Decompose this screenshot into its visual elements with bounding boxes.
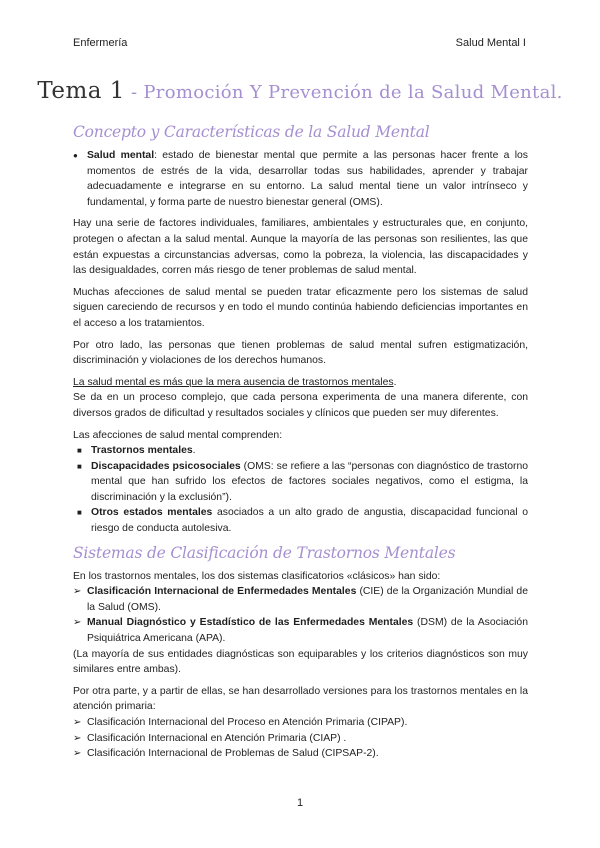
definition-text: : estado de bienestar mental que permite a las personas hacer frente a los momentos de estrés de la vida, desarrollar todas sus habilidades, aprender y trabajar adecuadamente e integrarse en su entorno. La salud mental tiene un valor intrínseco y fundamental, y forma parte de nuestro bienestar general (OMS). bbox=[87, 150, 529, 208]
page-number: 1 bbox=[296, 797, 304, 809]
paragraph: Muchas afecciones de salud mental se pueden tratar eficazmente pero los sistemas de salud siguen careciendo de recursos y en todo el mundo continúa habiendo deficiencias importantes en el acceso a los tratamientos. bbox=[73, 286, 528, 329]
list-item: ➢ Clasificación Internacional en Atención Primaria (CIAP) . bbox=[73, 731, 528, 747]
systems-list bbox=[73, 584, 528, 646]
list-item: ➢ Clasificación Internacional de Problemas de Salud (CIPSAP-2). bbox=[73, 746, 528, 762]
paragraph: Hay una serie de factores individuales, familiares, ambientales y estructurales que, en conjunto, protegen o afectan a la salud mental. Aunque la mayoría de las personas son resilientes, las que están expuestas a circunstancias adversas, como la pobreza, la violencia, las discapacidades y las desigualdades, corren más riesgo de tener problemas de salud mental. bbox=[73, 218, 528, 277]
list-item: ■ Trastornos mentales. bbox=[73, 443, 528, 459]
section-heading-sistemas: Sistemas de Clasificación de Trastornos Mentales bbox=[73, 543, 456, 562]
list-item: ■ Discapacidades psicosociales (OMS: se refiere a las “personas con diagnóstico de trastorno mental que han sufrido los efectos de factores sociales negativos, como el estigma, la discriminación y la exclusión”). bbox=[73, 459, 528, 506]
section-heading-concepto: Concepto y Características de la Salud Mental bbox=[73, 123, 430, 141]
paragraph: Por otro lado, las personas que tienen problemas de salud mental sufren estigmatización, discriminación y violaciones de los derechos humanos. bbox=[73, 339, 528, 367]
versions-list bbox=[73, 715, 528, 762]
paragraph: Se da en un proceso complejo, que cada persona experimenta de una manera diferente, con diversos grados de dificultad y resultados sociales y clínicos que pueden ser muy diferentes. bbox=[73, 392, 528, 419]
paragraph: Por otra parte, y a partir de ellas, se han desarrollado versiones para los trastornos mentales en la atención primaria: bbox=[73, 685, 528, 713]
paragraph: En los trastornos mentales, los dos sistemas clasificatorios «clásicos» han sido: bbox=[73, 570, 441, 582]
document-body bbox=[73, 118, 528, 762]
paragraph: Las afecciones de salud mental comprenden: bbox=[73, 429, 283, 441]
paragraph: (La mayoría de sus entidades diagnósticas son equiparables y los criterios diagnósticos son muy similares entre ambas). bbox=[73, 648, 528, 676]
list-item: ➢ Manual Diagnóstico y Estadístico de las Enfermedades Mentales (DSM) de la Asociación Psiquiátrica Americana (APA). bbox=[73, 615, 528, 646]
list-item: ➢ Clasificación Internacional de Enfermedades Mentales (CIE) de la Organización Mundial de la Salud (OMS). bbox=[73, 584, 528, 615]
list-item: ■ Otros estados mentales asociados a un alto grado de angustia, discapacidad funcional o riesgo de conducta autolesiva. bbox=[73, 505, 528, 536]
header-course: Enfermería bbox=[73, 37, 128, 49]
list-item: ➢ Clasificación Internacional del Proceso en Atención Primaria (CIPAP). bbox=[73, 715, 528, 731]
header-subject: Salud Mental I bbox=[455, 37, 526, 49]
list-item bbox=[73, 148, 528, 210]
paragraph: La salud mental es más que la mera ausencia de trastornos mentales. bbox=[73, 376, 397, 388]
title-topic-number: Tema 1 bbox=[37, 78, 125, 104]
term-salud-mental: Salud mental bbox=[87, 150, 155, 161]
conditions-list bbox=[73, 443, 528, 537]
title-topic-name: - Promoción Y Prevención de la Salud Mental. bbox=[124, 82, 563, 103]
underlined-statement: La salud mental es más que la mera ausencia de trastornos mentales bbox=[73, 376, 394, 388]
page-title bbox=[0, 78, 600, 104]
definition-list bbox=[73, 148, 528, 210]
